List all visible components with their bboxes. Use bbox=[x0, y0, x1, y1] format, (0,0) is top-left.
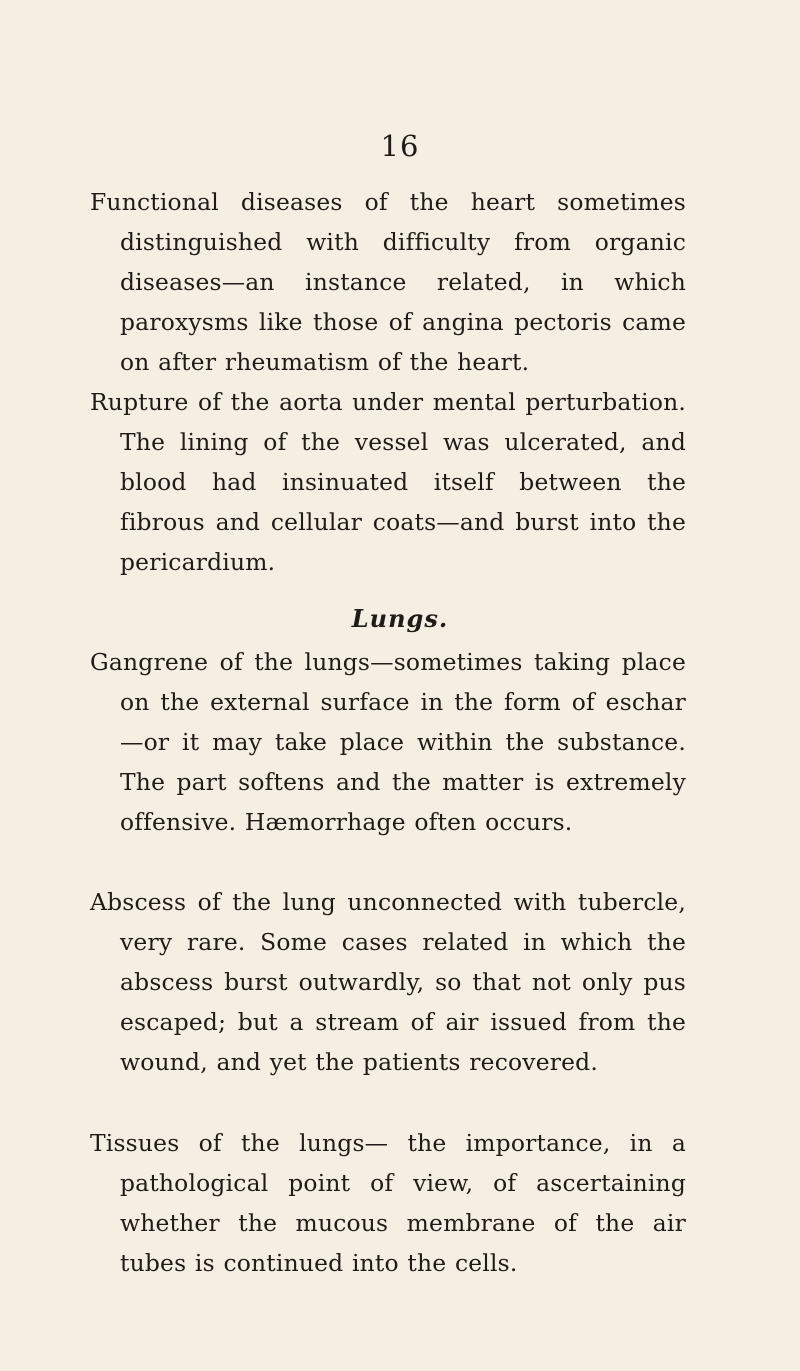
paragraph-text: Abscess of the lung unconnected with tubercle, very rare. Some cases related in which the abscess burst outwardly, so that not only pus escaped; but a stream of air issued from the wound, and yet the patients recovered. bbox=[90, 888, 686, 1076]
paragraph-tissues bbox=[90, 1123, 686, 1283]
paragraph-text: Rupture of the aorta under mental perturbation. The lining of the vessel was ulcerated, and blood had insinuated itself between the fibrous and cellular coats—and burst into the pericardium. bbox=[90, 388, 686, 576]
paragraph-text: Tissues of the lungs— the importance, in a pathological point of view, of ascertaining whether the mucous membrane of the air tubes is continued into the cells. bbox=[90, 1129, 686, 1277]
paragraph-text: Gangrene of the lungs—sometimes taking place on the external surface in the form of eschar—or it may take place within the substance. The part softens and the matter is extremely offensive. Hæmorrhage often occurs. bbox=[90, 648, 686, 836]
paragraph-rupture-aorta bbox=[90, 382, 686, 582]
paragraph-functional-diseases bbox=[90, 182, 686, 382]
section-heading-lungs: Lungs. bbox=[351, 604, 449, 633]
paragraph-abscess bbox=[90, 882, 686, 1082]
paragraph-text: Functional diseases of the heart sometimes distinguished with difficulty from organic diseases—an instance related, in which paroxysms like those of angina pectoris came on after rheumatism of the heart. bbox=[90, 188, 686, 376]
paragraph-gangrene bbox=[90, 642, 686, 842]
page-number: 16 bbox=[380, 129, 420, 163]
